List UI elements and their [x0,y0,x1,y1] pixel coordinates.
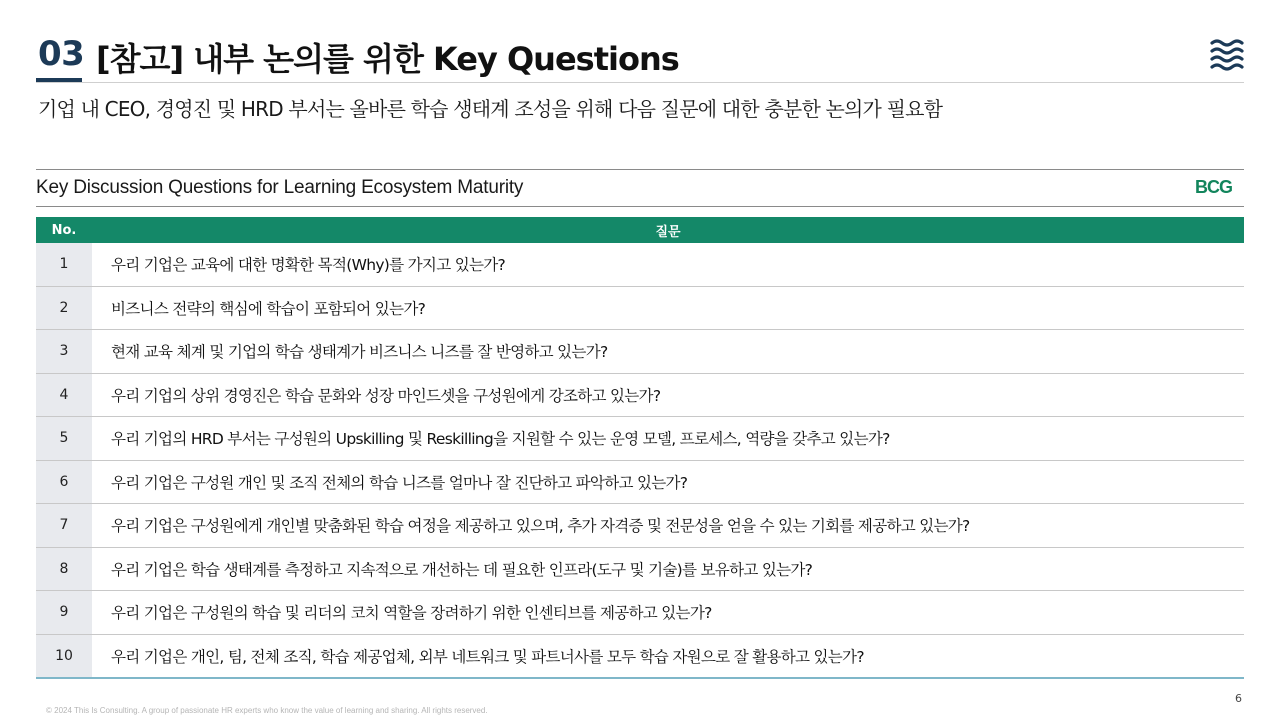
slide-header [36,32,1244,83]
row-number: 5 [36,417,92,461]
row-number: 10 [36,634,92,678]
section-number-underline [36,78,82,82]
table-header-row [36,217,1244,243]
waves-menu-icon[interactable] [1210,38,1244,74]
row-number: 1 [36,243,92,286]
row-question: 우리 기업은 구성원에게 개인별 맞춤화된 학습 여정을 제공하고 있으며, 추가 자격증 및 전문성을 얻을 수 있는 기회를 제공하고 있는가? [92,504,1244,548]
panel-title: Key Discussion Questions for Learning Ecosystem Maturity [36,177,524,198]
row-question: 우리 기업의 상위 경영진은 학습 문화와 성장 마인드셋을 구성원에게 강조하고 있는가? [92,373,1244,417]
row-number: 8 [36,547,92,591]
bcg-logo: BCG [1195,177,1232,197]
column-header-question: 질문 [92,217,1244,243]
row-question: 비즈니스 전략의 핵심에 학습이 포함되어 있는가? [92,286,1244,330]
row-number: 6 [36,460,92,504]
table-row [36,417,1244,461]
row-question: 현재 교육 체계 및 기업의 학습 생태계가 비즈니스 니즈를 잘 반영하고 있는가? [92,330,1244,374]
table-row [36,373,1244,417]
table-row [36,634,1244,678]
row-question: 우리 기업의 HRD 부서는 구성원의 Upskilling 및 Reskilling을 지원할 수 있는 운영 모델, 프로세스, 역량을 갖추고 있는가? [92,417,1244,461]
row-question: 우리 기업은 구성원의 학습 및 리더의 코치 역할을 장려하기 위한 인센티브를 제공하고 있는가? [92,591,1244,635]
table-row [36,243,1244,286]
row-number: 3 [36,330,92,374]
table-row [36,460,1244,504]
section-number: 03 [38,34,85,74]
table-row [36,547,1244,591]
table-row [36,504,1244,548]
row-number: 4 [36,373,92,417]
row-question: 우리 기업은 구성원 개인 및 조직 전체의 학습 니즈를 얼마나 잘 진단하고 파악하고 있는가? [92,460,1244,504]
page-subtitle: 기업 내 CEO, 경영진 및 HRD 부서는 올바른 학습 생태계 조성을 위해 다음 질문에 대한 충분한 논의가 필요함 [38,97,943,121]
row-question: 우리 기업은 교육에 대한 명확한 목적(Why)를 가지고 있는가? [92,243,1244,286]
row-number: 7 [36,504,92,548]
row-question: 우리 기업은 개인, 팀, 전체 조직, 학습 제공업체, 외부 네트워크 및 파트너사를 모두 학습 자원으로 잘 활용하고 있는가? [92,634,1244,678]
questions-table [36,217,1244,679]
row-number: 9 [36,591,92,635]
panel-header [36,169,1244,207]
row-number: 2 [36,286,92,330]
row-question: 우리 기업은 학습 생태계를 측정하고 지속적으로 개선하는 데 필요한 인프라(도구 및 기술)를 보유하고 있는가? [92,547,1244,591]
page-title: [참고] 내부 논의를 위한 Key Questions [96,40,679,78]
table-row [36,591,1244,635]
table-row [36,330,1244,374]
table-row [36,286,1244,330]
copyright-footer: © 2024 This Is Consulting. A group of passionate HR experts who know the value of learning and sharing. All rights reserved. [46,706,488,715]
column-header-no: No. [36,217,92,243]
page-number: 6 [1235,692,1242,705]
